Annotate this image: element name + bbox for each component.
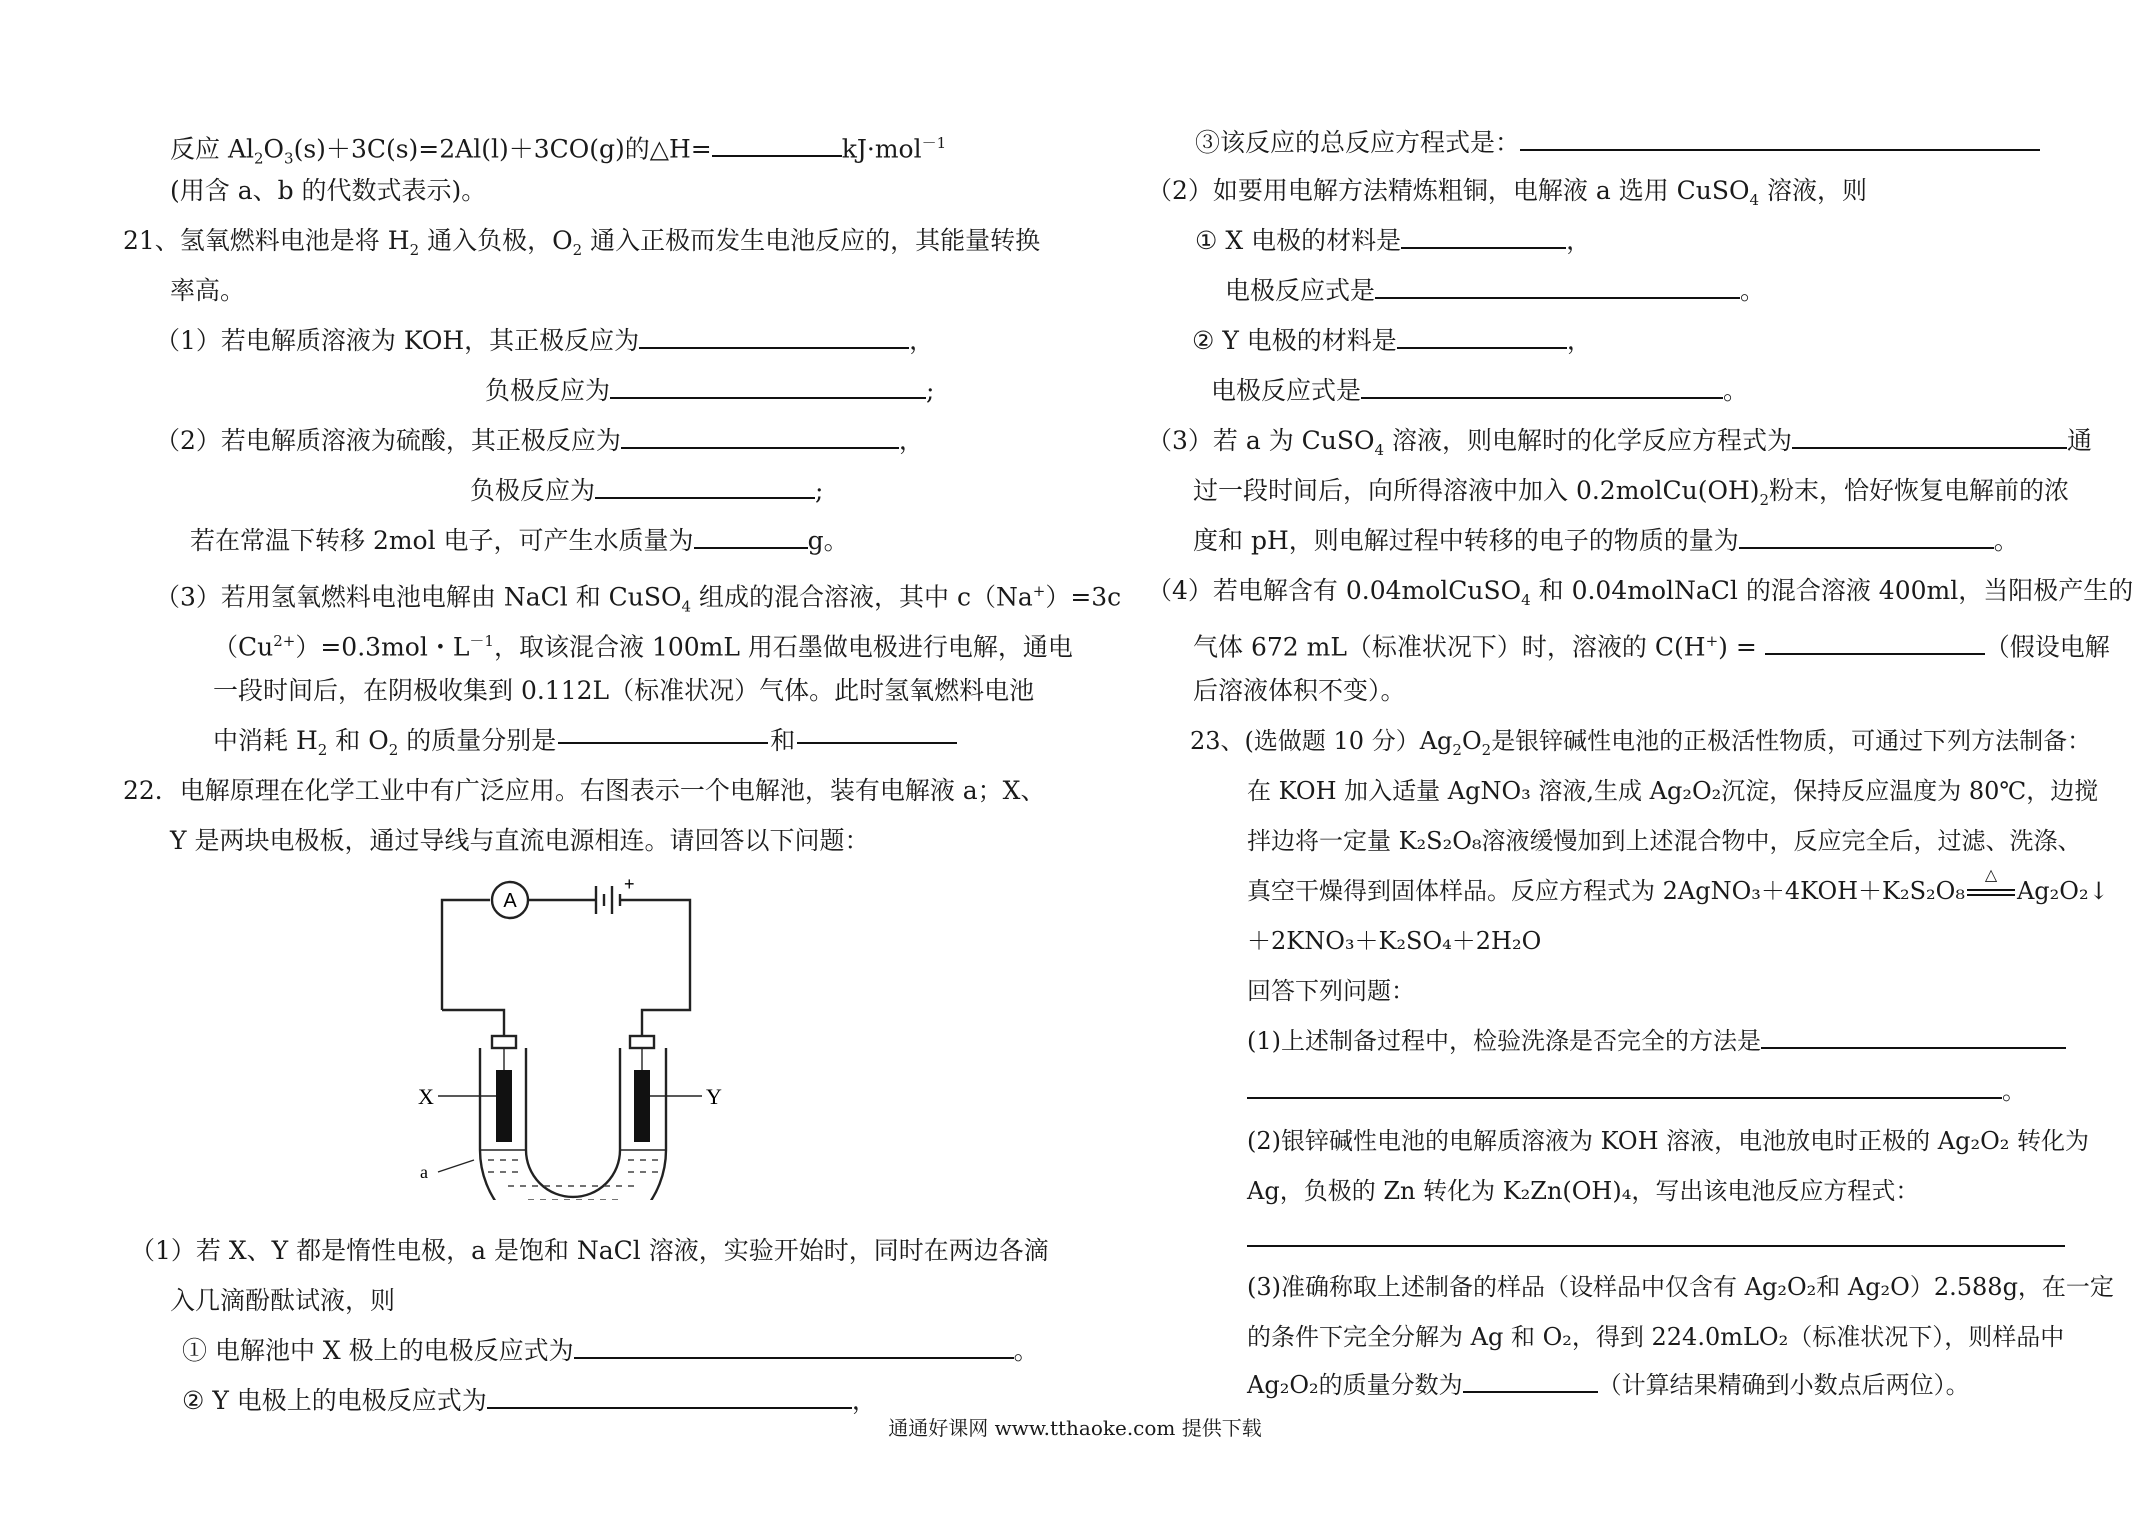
x-label: X [418, 1084, 434, 1109]
y-label: Y [706, 1084, 722, 1109]
answer-blank[interactable] [1520, 127, 2040, 151]
q22-part2-y-equation: 电极反应式是 。 [1211, 376, 1749, 405]
answer-blank[interactable] [1375, 275, 1740, 299]
answer-blank[interactable] [639, 325, 909, 349]
answer-blank[interactable] [1761, 1025, 2066, 1049]
q22-part4-line3: 后溶液体积不变）。 [1193, 676, 1406, 705]
q23-stem-line1: 23、(选做题 10 分）$Ag_2O_2$是银锌碱性电池的正极活性物质，可通过下列方法制备： [1190, 727, 2092, 759]
q22-stem-line2: Y 是两块电极板，通过导线与直流电源相连。请回答以下问题： [170, 826, 870, 855]
q23-part3-line2: 的条件下完全分解为 Ag 和 O₂，得到 224.0mLO₂（标准状况下），则样品中 [1247, 1323, 2065, 1351]
answer-blank[interactable] [1247, 1075, 2002, 1099]
q23-part2-answer-line [1247, 1222, 2065, 1256]
electrolysis-cell-diagram [418, 860, 738, 1200]
q23-part1-line1: (1)上述制备过程中，检验洗涤是否完全的方法是 [1247, 1024, 2066, 1058]
q21-part2-negative: 负极反应为 ; [470, 476, 824, 505]
answer-blank[interactable] [1792, 425, 2067, 449]
q21-part3-line2: $(Cu^{2+})=0.3mol$・$L^{-1}$，取该混合液 100mL 用石墨做电极进行电解，通电 [213, 632, 1073, 662]
answer-blank[interactable] [574, 1335, 1014, 1359]
q22-part3-line1: （3）若 a 为 CuSO$_4$ 溶液，则电解时的化学反应方程式为 通 [1147, 426, 2093, 459]
battery-plus-label: + [624, 874, 635, 894]
q20-reaction-line: 反应 $Al_2O_3(s)+3C(s)=2Al(l)+3CO(g)$的△H= kJ·mol$^{-1}$ [170, 134, 947, 168]
answer-blank[interactable] [621, 425, 899, 449]
electrode-x [496, 1070, 512, 1142]
q23-answer-prompt: 回答下列问题： [1247, 977, 1415, 1005]
wire-left [442, 900, 490, 1010]
answer-blank[interactable] [487, 1385, 852, 1409]
q22-part2-y-material: ② Y 电极的材料是 ， [1192, 326, 1592, 355]
q23-part1-line2: 。 [1247, 1074, 2026, 1108]
left-stopper [492, 1036, 516, 1048]
q23-part2-line2: Ag，负极的 Zn 转化为 K₂Zn(OH)₄，写出该电池反应方程式： [1247, 1177, 1920, 1205]
q21-part1-positive: （1）若电解质溶液为 KOH，其正极反应为 ， [155, 326, 935, 355]
q22-part1-line2: 入几滴酚酞试液，则 [170, 1286, 396, 1315]
answer-blank[interactable] [1401, 225, 1566, 249]
answer-blank[interactable] [595, 475, 815, 499]
q22-part4-line2: 气体 672 mL（标准状况下）时，溶液的 C(H+) = （假设电解 [1193, 632, 2110, 662]
q22-part3-line3: 度和 pH，则电解过程中转移的电子的物质的量为 。 [1193, 526, 2019, 555]
q22-stem-line1: 22．电解原理在化学工业中有广泛应用。右图表示一个电解池，装有电解液 a；X、 [123, 776, 1046, 805]
q23-stem-line3: 拌边将一定量 K₂S₂O₈溶液缓慢加到上述混合物中，反应完全后，过滤、洗涤、 [1247, 827, 2082, 855]
q21-part3-line1: （3）若用氢氧燃料电池电解由 NaCl 和 CuSO$_4$ 组成的混合溶液，其中 c（Na+）=3c [155, 582, 1122, 616]
q21-stem-line1: 21、氢氧燃料电池是将 $H_2$ 通入负极，$O_2$ 通入正极而发生电池反应的，其能量转换 [123, 226, 1041, 259]
answer-blank[interactable] [1361, 375, 1723, 399]
q21-part2-positive: （2）若电解质溶液为硫酸，其正极反应为 ， [155, 426, 924, 455]
ammeter-label: A [503, 890, 517, 912]
a-pointer [438, 1160, 474, 1172]
answer-blank[interactable] [694, 525, 808, 549]
heating-arrow: △ [1965, 874, 2017, 908]
q22-part2-line1: （2）如要用电解方法精炼粗铜，电解液 a 选用 CuSO$_4$ 溶液，则 [1147, 176, 1868, 209]
q23-stem-line4: 真空干燥得到固体样品。反应方程式为 2AgNO₃＋4KOH＋K₂S₂O₈ △ Ag₂O₂↓ [1247, 874, 2109, 908]
q22-part2-x-equation: 电极反应式是 。 [1225, 276, 1766, 305]
answer-blank[interactable] [610, 375, 926, 399]
q21-stem-line2: 率高。 [170, 276, 246, 305]
q22-part1-total: ③该反应的总反应方程式是： [1195, 126, 2040, 160]
page-footer: 通通好课网 www.tthaoke.com 提供下载 [888, 1416, 1262, 1440]
answer-blank[interactable] [1397, 325, 1567, 349]
answer-blank[interactable] [1463, 1369, 1598, 1393]
answer-blank[interactable] [1765, 631, 1985, 655]
q23-stem-line5: ＋2KNO₃＋K₂SO₄＋2H₂O [1247, 927, 1542, 955]
q22-part1-x-electrode: ① 电解池中 X 极上的电极反应式为 。 [182, 1336, 1039, 1365]
q22-part1-line1: （1）若 X、Y 都是惰性电极，a 是饱和 NaCl 溶液，实验开始时，同时在两边各滴 [130, 1236, 1049, 1265]
q20-note: (用含 a、b 的代数式表示)。 [170, 176, 487, 205]
answer-blank[interactable] [712, 133, 842, 157]
q23-part2-line1: (2)银锌碱性电池的电解质溶液为 KOH 溶液，电池放电时正极的 Ag₂O₂ 转化为 [1247, 1127, 2090, 1155]
right-stopper [630, 1036, 654, 1048]
electrode-y [634, 1070, 650, 1142]
wire-left-down [442, 1010, 504, 1036]
right-column [1075, 0, 2150, 1518]
a-label: a [420, 1162, 428, 1182]
answer-blank[interactable] [558, 742, 768, 744]
electrolyte-a [488, 1160, 658, 1200]
q22-part1-y-electrode: ② Y 电极上的电极反应式为 ， [182, 1386, 877, 1415]
q23-stem-line2: 在 KOH 加入适量 AgNO₃ 溶液,生成 Ag₂O₂沉淀，保持反应温度为 80℃，边搅 [1247, 777, 2099, 805]
answer-blank[interactable] [1247, 1223, 2065, 1247]
q21-part2-water: 若在常温下转移 2mol 电子，可产生水质量为 g。 [190, 526, 849, 555]
q22-part3-line2: 过一段时间后，向所得溶液中加入 $0.2molCu(OH)_2$粉末，恰好恢复电解前的浓 [1193, 476, 2070, 509]
wire-right [620, 900, 690, 1036]
q21-part1-negative: 负极反应为 ; [485, 376, 935, 405]
q21-part3-line3: 一段时间后，在阴极收集到 0.112L（标准状况）气体。此时氢氧燃料电池 [213, 676, 1035, 705]
answer-blank[interactable] [1739, 525, 1994, 549]
u-tube-inner [526, 1048, 620, 1197]
q21-part3-line4: 中消耗 $H_2$ 和 $O_2$ 的质量分别是 和 [213, 724, 959, 767]
q23-part3-line1: (3)准确称取上述制备的样品（设样品中仅含有 Ag₂O₂和 Ag₂O）2.588g，在一定 [1247, 1273, 2114, 1301]
q23-part3-line3: Ag₂O₂的质量分数为 （计算结果精确到小数点后两位）。 [1247, 1371, 1970, 1399]
battery [596, 886, 620, 914]
q22-part4-line1: （4）若电解含有 0.04molCuSO$_4$ 和 0.04molNaCl 的混合溶液 400ml，当阳极产生的 [1147, 576, 2134, 609]
answer-blank[interactable] [797, 742, 957, 744]
q22-part2-x-material: ① X 电极的材料是 ， [1195, 226, 1592, 255]
